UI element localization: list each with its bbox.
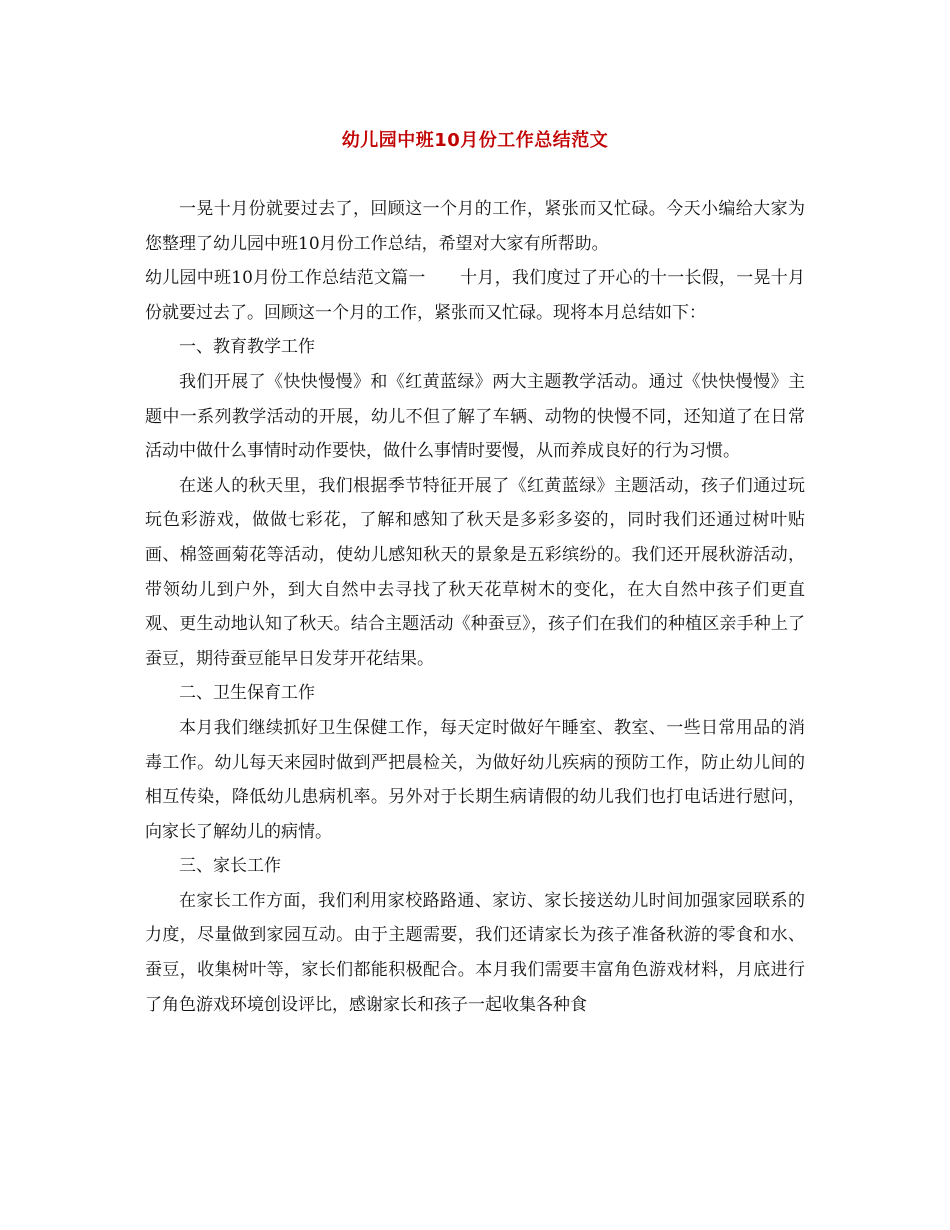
section-heading-teaching: 一、教育教学工作 xyxy=(179,337,315,358)
paragraph-teaching-2: 在迷人的秋天里，我们根据季节特征开展了《红黄蓝绿》主题活动，孩子们通过玩玩色彩游戏，做做七彩花，了解和感知了秋天是多彩多姿的，同时我们还通过树叶贴画、棉签画菊花等活动，使幼儿感知秋天的景象是五彩缤纷的。我们还开展秋游活动，带领幼儿到户外，到大自然中去寻找了秋天花草树木的变化，在大自然中孩子们更直观、更生动地认知了秋天。结合主题活动《种蚕豆》，孩子们在我们的种植区亲手种上了蚕豆，期待蚕豆能早日发芽开花结果。 xyxy=(145,475,805,669)
section-heading-hygiene: 二、卫生保育工作 xyxy=(179,683,315,704)
paragraph-article-heading: 幼儿园中班10月份工作总结范文篇一 十月，我们度过了开心的十一长假，一晃十月份就要过去了。回顾这一个月的工作，紧张而又忙碌。现将本月总结如下： xyxy=(145,268,805,323)
section-heading-parents: 三、家长工作 xyxy=(179,856,281,877)
paragraph-hygiene: 本月我们继续抓好卫生保健工作，每天定时做好午睡室、教室、一些日常用品的消毒工作。幼儿每天来园时做到严把晨检关，为做好幼儿疾病的预防工作，防止幼儿间的相互传染，降低幼儿患病机率。另外对于长期生病请假的幼儿我们也打电话进行慰问，向家长了解幼儿的病情。 xyxy=(145,717,805,842)
paragraph-intro: 一晃十月份就要过去了，回顾这一个月的工作，紧张而又忙碌。今天小编给大家为您整理了幼儿园中班10月份工作总结，希望对大家有所帮助。 xyxy=(145,199,805,254)
document-title: 幼儿园中班10月份工作总结范文 xyxy=(341,130,609,151)
document-body xyxy=(145,192,805,1022)
paragraph-parents: 在家长工作方面，我们利用家校路路通、家访、家长接送幼儿时间加强家园联系的力度，尽量做到家园互动。由于主题需要，我们还请家长为孩子准备秋游的零食和水、蚕豆，收集树叶等，家长们都能积极配合。本月我们需要丰富角色游戏材料，月底进行了角色游戏环境创设评比，感谢家长和孩子一起收集各种食 xyxy=(145,890,805,1015)
paragraph-teaching-1: 我们开展了《快快慢慢》和《红黄蓝绿》两大主题教学活动。通过《快快慢慢》主题中一系列教学活动的开展，幼儿不但了解了车辆、动物的快慢不同，还知道了在日常活动中做什么事情时动作要快，做什么事情时要慢，从而养成良好的行为习惯。 xyxy=(145,371,805,462)
